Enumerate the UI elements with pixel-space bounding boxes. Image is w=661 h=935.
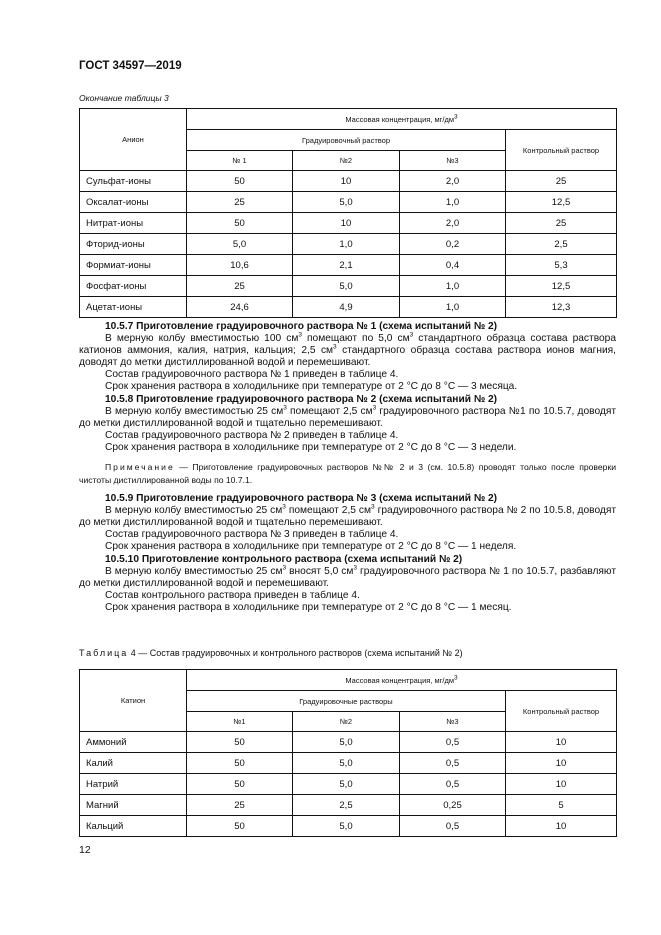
sub-header: №2: [293, 151, 400, 171]
row-label: Сульфат-ионы: [80, 171, 187, 192]
control-solution-header: Контрольный раствор: [506, 130, 617, 171]
row-label: Кальций: [80, 816, 187, 837]
cell-value: 5,0: [293, 276, 400, 297]
cell-value: 25: [187, 276, 293, 297]
graduation-solution-header: Градуировочный раствор: [187, 130, 506, 151]
cell-value: 50: [187, 732, 293, 753]
table-row: [80, 795, 617, 816]
cell-value: 50: [187, 213, 293, 234]
cell-value: 0,5: [400, 753, 506, 774]
table-3: [79, 108, 617, 318]
column-header-cation: Катион: [80, 670, 187, 732]
mass-concentration-header: Массовая концентрация, $мг/дм^3$: [187, 109, 617, 130]
paragraph: Срок хранения раствора в холодильнике при температуре от 2 °С до 8 °С — 3 недели.: [105, 441, 517, 453]
table-row: [80, 816, 617, 837]
cell-value: 5,0: [293, 816, 400, 837]
cell-value: 10: [506, 816, 617, 837]
paragraph: В мерную колбу вместимостью 25 $см^3$ помещают 2,5 $см^3$ градуировочного раствора №1 по 10.5.7, доводят до метки дистиллированной водой и тщательно перемешивают.: [79, 404, 617, 429]
table-row: [80, 276, 617, 297]
cell-value: 50: [187, 171, 293, 192]
paragraph: Состав контрольного раствора приведен в таблице 4.: [105, 589, 360, 601]
table4-caption: Таблица 4 — Состав градуировочных и контрольного растворов (схема испытаний № 2): [79, 648, 463, 658]
cell-value: 12,5: [506, 192, 617, 213]
sub-header: № 1: [187, 151, 293, 171]
cell-value: 2,1: [293, 255, 400, 276]
row-label: Магний: [80, 795, 187, 816]
section-10-5-7: [79, 321, 616, 614]
paragraph: В мерную колбу вместимостью 25 $см^3$ вносят 5,0 $см^3$ градуировочного раствора № 1 по 10.5.7, разбавляют до метки дистиллированной водой и перемешивают.: [79, 564, 617, 589]
row-label: Фосфат-ионы: [80, 276, 187, 297]
cell-value: 2,0: [400, 213, 506, 234]
cell-value: 12,5: [506, 276, 617, 297]
cell-value: 5,0: [293, 753, 400, 774]
paragraph: Состав градуировочного раствора № 2 приведен в таблице 4.: [105, 429, 399, 441]
cell-value: 10: [506, 732, 617, 753]
table-row: [80, 297, 617, 318]
cell-value: 10: [293, 171, 400, 192]
table-row: [80, 192, 617, 213]
cell-value: 2,0: [400, 171, 506, 192]
cell-value: 12,3: [506, 297, 617, 318]
row-label: Аммоний: [80, 732, 187, 753]
row-label: Калий: [80, 753, 187, 774]
section-title: 10.5.7 Приготовление градуировочного раствора № 1 (схема испытаний № 2): [105, 321, 498, 332]
cell-value: 50: [187, 774, 293, 795]
row-label: Фторид-ионы: [80, 234, 187, 255]
paragraph: Срок хранения раствора в холодильнике при температуре от 2 °С до 8 °С — 1 неделя.: [105, 541, 517, 553]
section-title: 10.5.9 Приготовление градуировочного раствора № 3 (схема испытаний № 2): [105, 493, 498, 505]
cell-value: 24,6: [187, 297, 293, 318]
cell-value: 5: [506, 795, 617, 816]
cell-value: 25: [506, 171, 617, 192]
cell-value: 0,25: [400, 795, 506, 816]
table-4: [79, 669, 617, 837]
cell-value: 10: [506, 774, 617, 795]
page-number: 12: [79, 844, 91, 856]
cell-value: 25: [187, 795, 293, 816]
row-label: Формиат-ионы: [80, 255, 187, 276]
sub-header: №1: [187, 712, 293, 732]
cell-value: 10: [293, 213, 400, 234]
note: Примечание — Приготовление градуировочных растворов №№ 2 и 3 (см. 10.5.8) проводят только после проверки чистоты дистиллированной воды по 10.7.1.: [79, 462, 616, 485]
cell-value: 0,5: [400, 774, 506, 795]
row-label: Нитрат-ионы: [80, 213, 187, 234]
paragraph: Срок хранения раствора в холодильнике при температуре от 2 °С до 8 °С — 1 месяц.: [105, 601, 512, 613]
cell-value: 0,5: [400, 816, 506, 837]
cell-value: 2,5: [293, 795, 400, 816]
paragraph: Состав градуировочного раствора № 1 приведен в таблице 4.: [105, 369, 399, 381]
cell-value: 5,3: [506, 255, 617, 276]
sub-header: №3: [400, 712, 506, 732]
section-title: 10.5.10 Приготовление контрольного раствора (схема испытаний № 2): [105, 553, 463, 565]
cell-value: 2,5: [506, 234, 617, 255]
paragraph: В мерную колбу вместимостью 100 $см^3$ помещают по 5,0 $см^3$ стандартного образца состава раствора катионов аммония, калия, натрия, кальция; 2,5 $см^3$ стандартного образца состава раствора ионов магния, доводят до метки дистиллированной водой и перемешивают.: [79, 331, 616, 369]
paragraph: Состав градуировочного раствора № 3 приведен в таблице 4.: [105, 529, 399, 541]
cell-value: 25: [506, 213, 617, 234]
cell-value: 5,0: [293, 774, 400, 795]
paragraph: В мерную колбу вместимостью 25 $см^3$ помещают 2,5 $см^3$ градуировочного раствора № 2 по 10.5.8, доводят до метки дистиллированной водой и тщательно перемешивают.: [79, 503, 617, 529]
cell-value: 1,0: [400, 276, 506, 297]
cell-value: 5,0: [293, 732, 400, 753]
cell-value: 4,9: [293, 297, 400, 318]
cell-value: 1,0: [400, 297, 506, 318]
mass-concentration-header: Массовая концентрация, $мг/дм^3$: [187, 670, 617, 691]
cell-value: 5,0: [293, 192, 400, 213]
table-row: [80, 213, 617, 234]
cell-value: 5,0: [187, 234, 293, 255]
document-number: ГОСТ 34597—2019: [79, 60, 182, 72]
cell-value: 10,6: [187, 255, 293, 276]
row-label: Ацетат-ионы: [80, 297, 187, 318]
table-row: [80, 774, 617, 795]
table-row: [80, 234, 617, 255]
table-row: [80, 171, 617, 192]
cell-value: 1,0: [293, 234, 400, 255]
column-header-anion: Анион: [80, 109, 187, 171]
section-title: 10.5.8 Приготовление градуировочного раствора № 2 (схема испытаний № 2): [105, 393, 498, 405]
table-row: [80, 753, 617, 774]
cell-value: 0,4: [400, 255, 506, 276]
paragraph: Срок хранения раствора в холодильнике при температуре от 2 °С до 8 °С — 3 месяца.: [105, 381, 518, 393]
sub-header: №3: [400, 151, 506, 171]
graduation-solutions-header: Градуировочные растворы: [187, 691, 506, 712]
cell-value: 1,0: [400, 192, 506, 213]
row-label: Оксалат-ионы: [80, 192, 187, 213]
cell-value: 0,5: [400, 732, 506, 753]
cell-value: 50: [187, 753, 293, 774]
cell-value: 0,2: [400, 234, 506, 255]
row-label: Натрий: [80, 774, 187, 795]
table3-caption: Окончание таблицы 3: [79, 93, 169, 103]
cell-value: 50: [187, 816, 293, 837]
table-row: [80, 255, 617, 276]
sub-header: №2: [293, 712, 400, 732]
cell-value: 25: [187, 192, 293, 213]
table-row: [80, 732, 617, 753]
cell-value: 10: [506, 753, 617, 774]
control-solution-header: Контрольный раствор: [506, 691, 617, 732]
